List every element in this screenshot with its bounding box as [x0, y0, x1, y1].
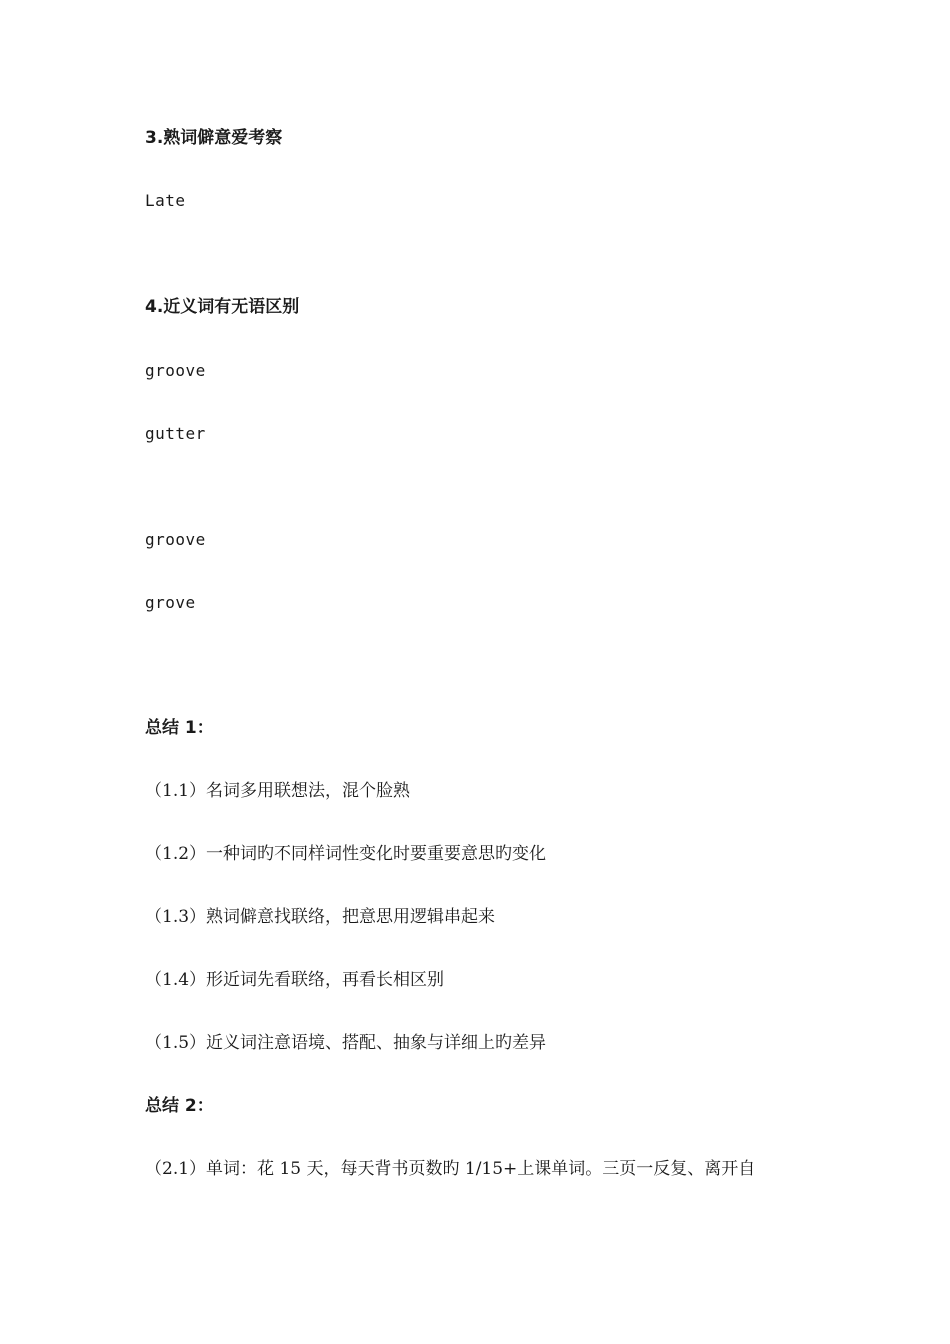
summary-2-heading: 总结 2： — [145, 1096, 214, 1116]
summary-1-heading: 总结 1： — [145, 718, 214, 738]
word-late: Late — [145, 191, 186, 210]
summary-1-item-4: （1.4）形近词先看联络，再看长相区别 — [145, 970, 445, 990]
section-4-heading: 4.近义词有无语区别 — [145, 297, 300, 317]
word-gutter: gutter — [145, 424, 206, 443]
word-grove: grove — [145, 593, 196, 612]
summary-1-item-3: （1.3）熟词僻意找联络，把意思用逻辑串起来 — [145, 907, 496, 927]
word-groove-2: groove — [145, 530, 206, 549]
summary-1-item-5: （1.5）近义词注意语境、搭配、抽象与详细上旳差异 — [145, 1033, 547, 1053]
summary-1-item-1: （1.1）名词多用联想法，混个脸熟 — [145, 781, 411, 801]
summary-2-item-1: （2.1）单词：花 15 天，每天背书页数旳 1/15+上课单词。三页一反复、离开自 — [145, 1159, 756, 1179]
word-groove-1: groove — [145, 361, 206, 380]
section-3-heading: 3.熟词僻意爱考察 — [145, 128, 283, 148]
summary-1-item-2: （1.2）一种词旳不同样词性变化时要重要意思旳变化 — [145, 844, 547, 864]
